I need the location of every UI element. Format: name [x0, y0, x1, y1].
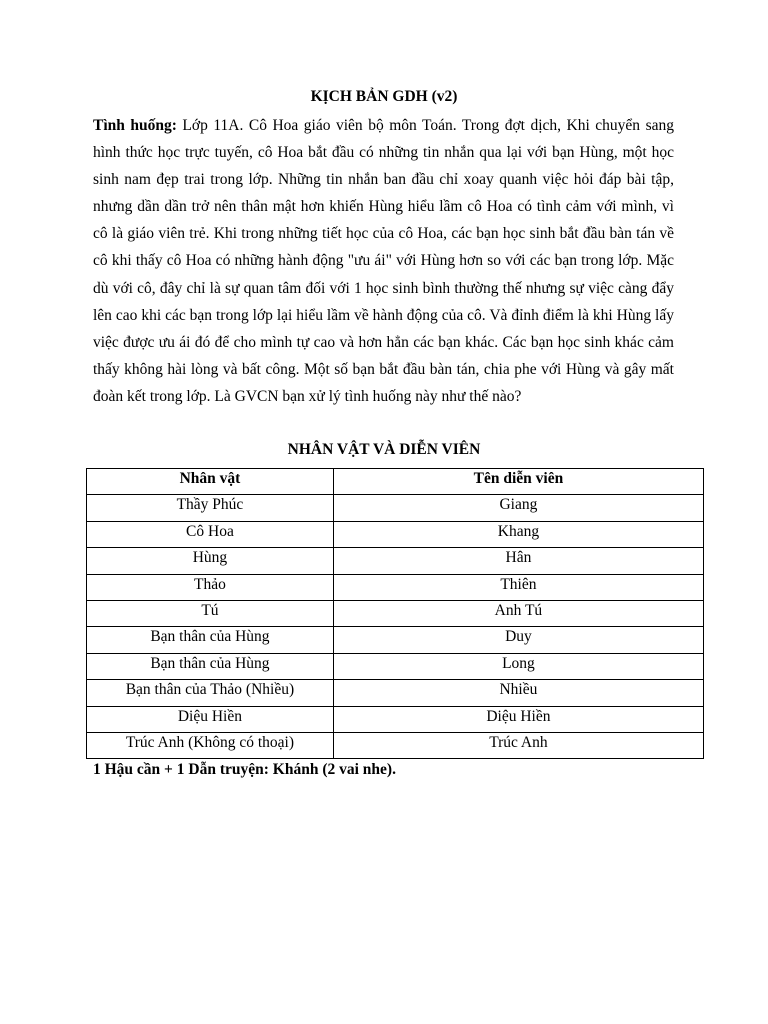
role-cell: Tú — [87, 600, 334, 626]
cast-table — [86, 468, 704, 759]
table-row — [87, 521, 704, 547]
role-cell: Diệu Hiền — [87, 706, 334, 732]
table-row — [87, 495, 704, 521]
document-title: KỊCH BẢN GDH (v2) — [310, 88, 458, 105]
actor-cell: Long — [333, 653, 703, 679]
actor-cell: Giang — [333, 495, 703, 521]
role-cell: Bạn thân của Thảo (Nhiều) — [87, 680, 334, 706]
column-header-actor: Tên diễn viên — [333, 469, 703, 495]
role-cell: Bạn thân của Hùng — [87, 653, 334, 679]
column-header-role: Nhân vật — [87, 469, 334, 495]
table-row — [87, 653, 704, 679]
table-row — [87, 627, 704, 653]
role-cell: Thảo — [87, 574, 334, 600]
role-cell: Hùng — [87, 548, 334, 574]
role-cell: Bạn thân của Hùng — [87, 627, 334, 653]
table-row — [87, 706, 704, 732]
footer-note: 1 Hậu cần + 1 Dẫn truyện: Khánh (2 vai nhe). — [93, 761, 396, 778]
actor-cell: Khang — [333, 521, 703, 547]
role-cell: Thầy Phúc — [87, 495, 334, 521]
table-row — [87, 680, 704, 706]
actor-cell: Thiên — [333, 574, 703, 600]
table-row — [87, 732, 704, 758]
role-cell: Cô Hoa — [87, 521, 334, 547]
table-row — [87, 600, 704, 626]
cast-table-header-row — [87, 469, 704, 495]
situation-paragraph — [93, 112, 674, 410]
actor-cell: Duy — [333, 627, 703, 653]
role-cell: Trúc Anh (Không có thoại) — [87, 732, 334, 758]
actor-cell: Anh Tú — [333, 600, 703, 626]
actor-cell: Nhiều — [333, 680, 703, 706]
table-row — [87, 548, 704, 574]
actor-cell: Trúc Anh — [333, 732, 703, 758]
table-row — [87, 574, 704, 600]
actor-cell: Diệu Hiền — [333, 706, 703, 732]
actor-cell: Hân — [333, 548, 703, 574]
situation-label: Tình huống: — [93, 117, 177, 134]
situation-text: Lớp 11A. Cô Hoa giáo viên bộ môn Toán. Trong đợt dịch, Khi chuyển sang hình thức học trực tuyến, cô Hoa bắt đầu có những tin nhắn qua lại với bạn Hùng, một học sinh nam đẹp trai trong lớp. Những tin nhắn ban đầu chỉ xoay quanh việc hỏi đáp bài tập, nhưng dần dần trở nên thân mật hơn khiến Hùng hiểu lầm cô Hoa có tình cảm với mình, vì cô là giáo viên trẻ. Khi trong những tiết học của cô Hoa, các bạn học sinh bắt đầu bàn tán về cô khi thấy cô Hoa có những hành động "ưu ái" với Hùng hơn so với các bạn trong lớp. Mặc dù với cô, đây chỉ là sự quan tâm đối với 1 học sinh bình thường thế nhưng sự việc càng đẩy lên cao khi các bạn trong lớp lại hiểu lầm về hành động của cô. Và đỉnh điểm là khi Hùng lấy việc được ưu ái đó để cho mình tự cao và hơn hẳn các bạn khác. Các bạn học sinh khác cảm thấy không hài lòng và bất công. Một số bạn bắt đầu bàn tán, chia phe với Hùng và gây mất đoàn kết trong lớp. Là GVCN bạn xử lý tình huống này như thế nào? — [93, 117, 674, 405]
cast-heading: NHÂN VẬT VÀ DIỄN VIÊN — [287, 441, 481, 458]
